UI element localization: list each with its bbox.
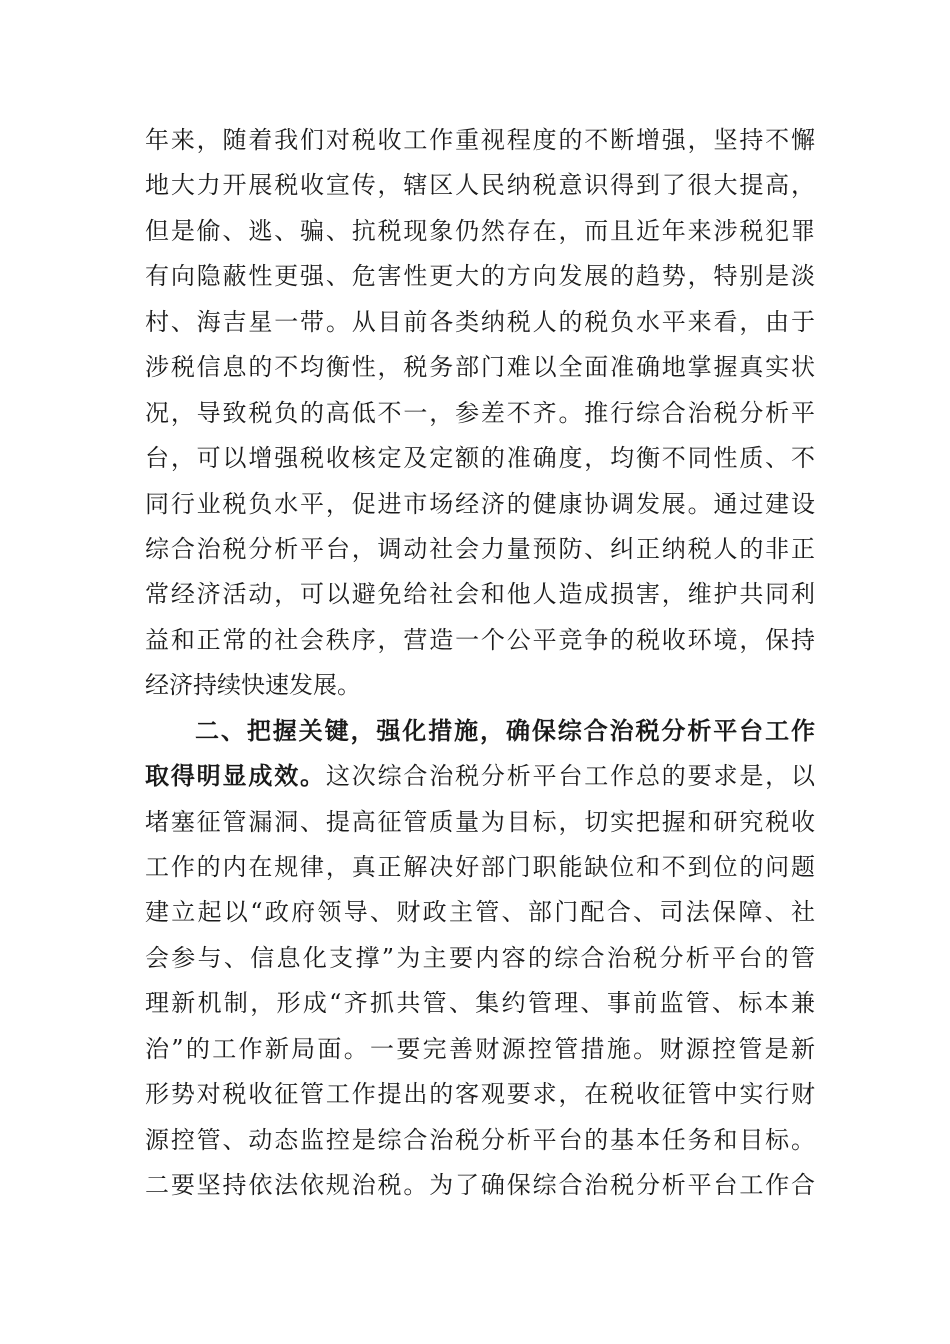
section-heading: 二、把握关键，强化措施，确保综合治税分析平台工作 — [195, 716, 815, 745]
text-line: 建立起以“政府领导、财政主管、部门配合、司法保障、社 — [145, 898, 815, 927]
text-line: 形势对税收征管工作提出的客观要求，在税收征管中实行财 — [145, 1080, 815, 1109]
text-line: 工作的内在规律，真正解决好部门职能缺位和不到位的问题 — [145, 853, 815, 881]
text-line: 涉税信息的不均衡性，税务部门难以全面准确地掌握真实状 — [145, 353, 815, 382]
text-run: 这次综合治税分析平台工作总的要求是，以 — [325, 762, 815, 791]
text-line: 同行业税负水平，促进市场经济的健康协调发展。通过建设 — [145, 489, 815, 518]
text-line: 有向隐蔽性更强、危害性更大的方向发展的趋势，特别是淡 — [145, 262, 815, 291]
paragraph-2 — [145, 709, 815, 1209]
text-line: 理新机制，形成“齐抓共管、集约管理、事前监管、标本兼 — [145, 989, 815, 1018]
text-line: 堵塞征管漏洞、提高征管质量为目标，切实把握和研究税收 — [145, 807, 815, 836]
text-line: 年来，随着我们对税收工作重视程度的不断增强，坚持不懈 — [145, 126, 815, 154]
text-line: 况，导致税负的高低不一，参差不齐。推行综合治税分析平 — [145, 398, 815, 427]
text-line: 源控管、动态监控是综合治税分析平台的基本任务和目标。 — [145, 1125, 815, 1154]
text-line: 常经济活动，可以避免给社会和他人造成损害，维护共同利 — [145, 580, 815, 609]
section-heading-line — [145, 709, 815, 754]
text-line: 益和正常的社会秩序，营造一个公平竞争的税收环境，保持 — [145, 625, 815, 654]
text-line: 地大力开展税收宣传，辖区人民纳税意识得到了很大提高， — [145, 171, 815, 200]
text-line: 综合治税分析平台，调动社会力量预防、纠正纳税人的非正 — [145, 534, 815, 563]
text-line: 但是偷、逃、骗、抗税现象仍然存在，而且近年来涉税犯罪 — [145, 216, 815, 245]
paragraph-1 — [145, 118, 815, 709]
text-line — [145, 754, 815, 799]
text-line: 会参与、信息化支撑”为主要内容的综合治税分析平台的管 — [145, 943, 815, 972]
body-text — [145, 118, 815, 1209]
text-line: 台，可以增强税收核定及定额的准确度，均衡不同性质、不 — [145, 444, 815, 473]
text-line: 治”的工作新局面。一要完善财源控管措施。财源控管是新 — [145, 1034, 815, 1063]
text-line: 村、海吉星一带。从目前各类纳税人的税负水平来看，由于 — [145, 307, 815, 336]
text-line: 经济持续快速发展。 — [145, 671, 361, 700]
text-line: 二要坚持依法依规治税。为了确保综合治税分析平台工作合 — [145, 1171, 815, 1200]
section-heading-end: 取得明显成效。 — [145, 762, 326, 791]
